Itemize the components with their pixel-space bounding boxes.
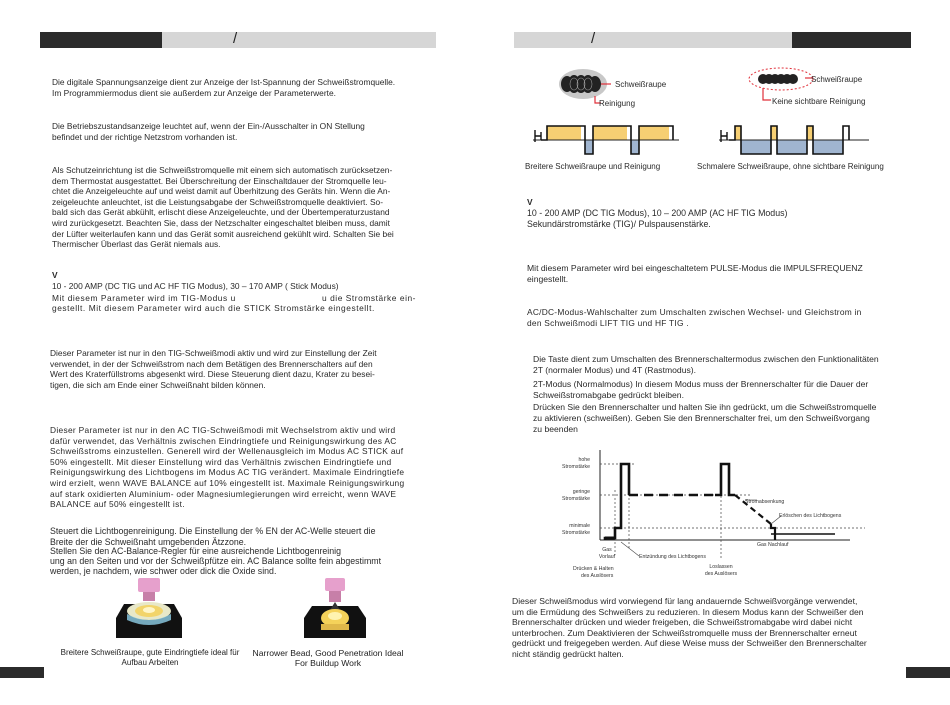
right-header-slash: / (591, 30, 596, 47)
bead1-label: Schweißraupe (615, 80, 667, 89)
torch-wide-bead-illustration (112, 578, 186, 642)
label-stromabsenkung: Stromabsenkung (745, 499, 785, 505)
pulse-frequency-text: Mit diesem Parameter wird bei eingeschaltetem PULSE-Modus die IMPULSFREQUENZ eingestellt. (527, 263, 863, 284)
right-v-mark: V (527, 197, 533, 207)
power-indicator-text: Die Betriebszustandsanzeige leuchtet auf, wenn der Ein-/Ausschalter in ON Stellung befindet und der richtige Netzstrom vorhanden ist. (52, 121, 365, 142)
secondary-current-text: 10 - 200 AMP (DC TIG Modus), 10 – 200 AMP (AC HF TIG Modus) Sekundärstromstärke (TIG)/ Pulspausenstärke. (527, 208, 788, 229)
label-druecken-1: Drücken & Halten (573, 566, 614, 572)
arc-cleaning-text: Steuert die Lichtbogenreinigung. Die Einstellung der % EN der AC-Welle steuert die Breite der die Schweißnaht umgebenden Ätzzone. (50, 526, 376, 547)
label-geringe-2: Stromstärke (562, 496, 590, 502)
label-gas-vorlauf-1: Gas (602, 547, 612, 553)
torch-narrow-bead-illustration (300, 578, 370, 642)
two-t-mode-text: 2T-Modus (Normalmodus) In diesem Modus muss der Brennerschalter für die Dauer der Schweißstromabgabe gedrückt bleiben. (533, 379, 869, 400)
acdc-selector-text: AC/DC-Modus-Wahlschalter zum Umschalten zwischen Wechsel- und Gleichstrom in den Schweißmodi LIFT TIG und HF TIG . (527, 307, 862, 328)
wave2-caption: Schmalere Schweißraupe, ohne sichtbare Reinigung (697, 162, 884, 171)
current-desc-line2: gestellt. Mit diesem Parameter wird auch die STICK Stromstärke eingestellt. (52, 303, 375, 313)
label-gas-nachlauf: Gas Nachlauf (757, 542, 789, 548)
bead2-label: Schweißraupe (811, 75, 863, 84)
bead2-sub: Keine sichtbare Reinigung (772, 97, 866, 106)
right-page (475, 0, 950, 705)
current-desc-line1b: u die Stromstärke ein- (322, 293, 417, 303)
waveform-wide-bead (533, 120, 683, 158)
label-geringe-1: geringe (572, 489, 590, 495)
ac-balance-text: Stellen Sie den AC-Balance-Regler für eine ausreichende Lichtbogenreinig ung an den Seiten und vor der Schweißpfütze ein. AC Balance sollte fein abgestimmt werden, je nachdem, wie schwer oder dick die Oxide sind. (50, 546, 382, 577)
label-entzuendung: Entzündung des Lichtbogens (639, 554, 706, 560)
trigger-mode-text: Die Taste dient zum Umschalten des Brennerschaltermodus zwischen den Funktionalitäten 2T (normaler Modus) und 4T (Rastmodus). (533, 354, 879, 375)
current-range-text: 10 - 200 AMP (DC TIG und AC HF TIG Modus), 30 – 170 AMP ( Stick Modus) (52, 281, 339, 291)
label-loslassen-2: des Auslösers (704, 571, 738, 577)
narrow-bead-caption: Narrower Bead, Good Penetration Ideal For Buildup Work (252, 648, 404, 668)
left-header-bar (40, 32, 436, 48)
waveform-narrow-bead (719, 120, 879, 158)
four-t-mode-text: Dieser Schweißmodus wird vorwiegend für lang andauernde Schweißvorgänge verwendet, um die Ermüdung des Schweißers zu reduzieren. In diesem Modus kann der Schweißer den Brennerschalter drücken und wieder freigeben, die Schweißstromabgabe wird dabei nicht unterbrochen. Zum Deaktivieren der Schweißstromquelle muss der Brennerschalter erneut gedrückt und freigegeben werden. Auf diese Weise muss der Schweißer den Brennerschalter nicht ständig gedrückt halten. (512, 596, 867, 659)
voltage-display-text: Die digitale Spannungsanzeige dient zur Anzeige der Ist-Spannung der Schweißstromquelle. Im Programmiermodus dient sie außerdem zur Anzeige der Parameterwerte. (52, 77, 396, 98)
trigger-current-diagram (535, 450, 915, 585)
label-loslassen-1: Loslassen (709, 564, 733, 570)
wide-bead-caption: Breitere Schweißraupe, gute Eindringtiefe ideal für Aufbau Arbeiten (60, 648, 240, 667)
left-header-slash: / (233, 30, 238, 47)
label-gas-vorlauf-2: Vorlauf (598, 554, 616, 560)
right-footer-bar (906, 665, 950, 679)
thermal-overload-text: Als Schutzeinrichtung ist die Schweißstromquelle mit einem sich automatisch zurücksetzen- dem Thermostat ausgestattet. Bei Überschreitung der Einschaltdauer der Stromquelle leu- chtet die Anzeigeleuchte auf und weist damit auf Überhitzung des Geräts hin. Wenn die An- zeigeleuchte anleuchtet, ist die Leistungsabgabe der Schweißstromquelle deaktiviert. So- bald sich das Gerät abkühlt, erlischt diese Anzeigeleuchte, und der Übertemperaturzustand wird zurückgesetzt. Beachten Sie, dass der Netzschalter eingeschaltet bleiben muss, damit der Lüfter weiterlaufen kann und das Gerät somit ausreichend gekühlt wird. Schalten Sie bei Thermischer Überlast das Gerät niemals aus. (52, 165, 394, 250)
right-header-bar (514, 32, 911, 48)
bead1-sub: Reinigung (599, 99, 636, 108)
press-hold-text: Drücken Sie den Brennerschalter und halten Sie ihn gedrückt, um die Schweißstromquelle zu aktivieren (schweißen). Geben Sie den Brennerschalter frei, um den Schweißvorgang zu beenden (533, 402, 877, 434)
downslope-text: Dieser Parameter ist nur in den TIG-Schweißmodi aktiv und wird zur Einstellung der Zeit verwendet, in der der Schweißstrom nach dem Betätigen des Brennerschalters auf den Wert des Kraterfüllstroms abgesenkt wird. Diese Steuerung dient dazu, Krater zu besei- tigen, die sich am Ende einer Schweißnaht bilden können. (50, 348, 377, 390)
left-footer-bar (0, 665, 44, 679)
label-minimale-1: minimale (569, 523, 590, 529)
label-hohe-2: Stromstärke (562, 464, 590, 470)
left-v-mark: V (52, 270, 58, 280)
wave1-caption: Breitere Schweißraupe und Reinigung (525, 162, 661, 171)
current-desc-line1a: Mit diesem Parameter wird im TIG-Modus u (52, 293, 236, 303)
label-druecken-2: des Auslösers (581, 573, 614, 579)
label-minimale-2: Stromstärke (562, 530, 590, 536)
label-hohe-1: hohe (578, 457, 590, 463)
label-erloeschen: Erlöschen des Lichtbogens (779, 513, 842, 519)
wave-balance-text: Dieser Parameter ist nur in den AC TIG-Schweißmodi mit Wechselstrom aktiv und wird dafür verwendet, das Verhältnis zwischen Eindringtiefe und Reinigungswirkung des AC Schweißstroms einzustellen. Generell wird der Wellenausgleich im Modus AC STICK auf 50% eingestellt. Mit dieser Einstellung wird das Verhältnis zwischen Eindringtiefe und Reinigungswirkung des Lichtbogens im Modus AC TIG verändert. Maximale Eindringtiefe wird erzielt, wenn WAVE BALANCE auf 10% eingestellt ist. Maximale Reinigungswirkung auf stark oxidierten Aluminium- oder Magnesiumlegierungen wird erreicht, wenn WAVE BALANCE auf 50% eingestellt ist. (50, 425, 405, 510)
